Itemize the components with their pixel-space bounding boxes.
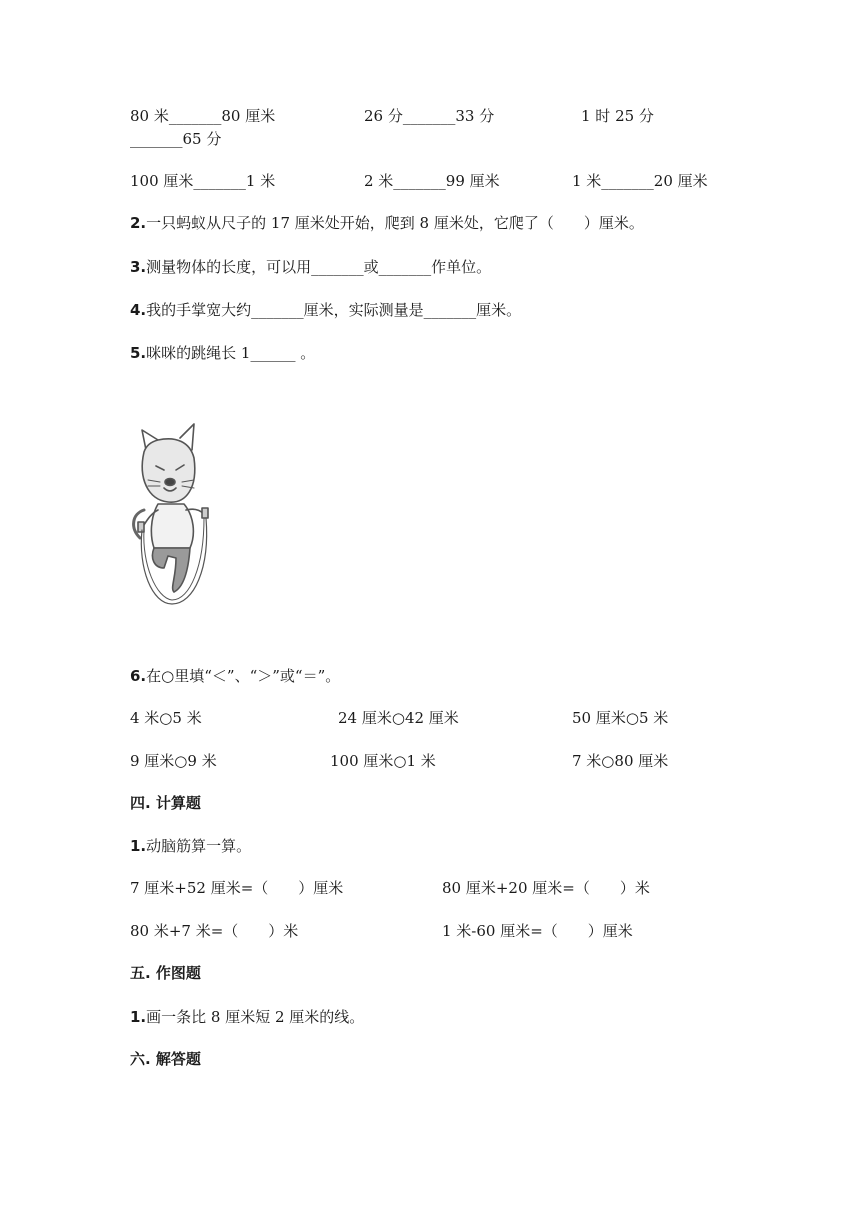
compare-item: 80 米_______80 厘米 <box>130 107 276 125</box>
question-text: 测量物体的长度，可以用_______或_______作单位。 <box>146 258 492 276</box>
question-2 <box>130 213 644 233</box>
compare-item: 1 米_______20 厘米 <box>572 172 708 190</box>
compare-item: 7 米○80 厘米 <box>572 752 669 770</box>
question-6 <box>130 666 340 686</box>
compare-item: _______65 分 <box>130 130 222 148</box>
section-title: 五. 作图题 <box>130 964 201 982</box>
compare-item: 100 厘米○1 米 <box>330 752 436 770</box>
section-title: 四. 计算题 <box>130 794 201 812</box>
question-4 <box>130 300 521 320</box>
calc-item: 80 米+7 米=（ ）米 <box>130 922 299 940</box>
section-title: 六. 解答题 <box>130 1050 201 1068</box>
compare-item: 100 厘米_______1 米 <box>130 172 276 190</box>
compare-item: 1 时 25 分 <box>581 107 654 125</box>
question-text: 动脑筋算一算。 <box>146 837 252 855</box>
question-number: 2. <box>130 214 147 232</box>
question-number: 1. <box>130 837 147 855</box>
compare-item: 50 厘米○5 米 <box>572 709 669 727</box>
question-5 <box>130 343 315 363</box>
question-number: 5. <box>130 344 147 362</box>
question-number: 3. <box>130 258 147 276</box>
question-1 <box>130 1007 364 1027</box>
compare-item: 9 厘米○9 米 <box>130 752 217 770</box>
question-text: 咪咪的跳绳长 1______ 。 <box>146 344 316 362</box>
question-3 <box>130 257 491 277</box>
question-text: 画一条比 8 厘米短 2 厘米的线。 <box>146 1008 365 1026</box>
question-text: 一只蚂蚁从尺子的 17 厘米处开始，爬到 8 厘米处，它爬了（ ）厘米。 <box>146 214 644 232</box>
question-number: 1. <box>130 1008 147 1026</box>
calc-item: 7 厘米+52 厘米=（ ）厘米 <box>130 879 344 897</box>
question-number: 6. <box>130 667 147 685</box>
cat-jump-rope-illustration <box>128 418 228 608</box>
question-number: 4. <box>130 301 147 319</box>
calc-item: 1 米-60 厘米=（ ）厘米 <box>442 922 633 940</box>
question-1 <box>130 836 251 856</box>
calc-item: 80 厘米+20 厘米=（ ）米 <box>442 879 650 897</box>
question-text: 在○里填“＜”、“＞”或“＝”。 <box>146 667 341 685</box>
question-text: 我的手掌宽大约_______厘米，实际测量是_______厘米。 <box>146 301 522 319</box>
compare-item: 24 厘米○42 厘米 <box>338 709 459 727</box>
compare-item: 4 米○5 米 <box>130 709 202 727</box>
compare-item: 26 分_______33 分 <box>364 107 495 125</box>
compare-item: 2 米_______99 厘米 <box>364 172 500 190</box>
